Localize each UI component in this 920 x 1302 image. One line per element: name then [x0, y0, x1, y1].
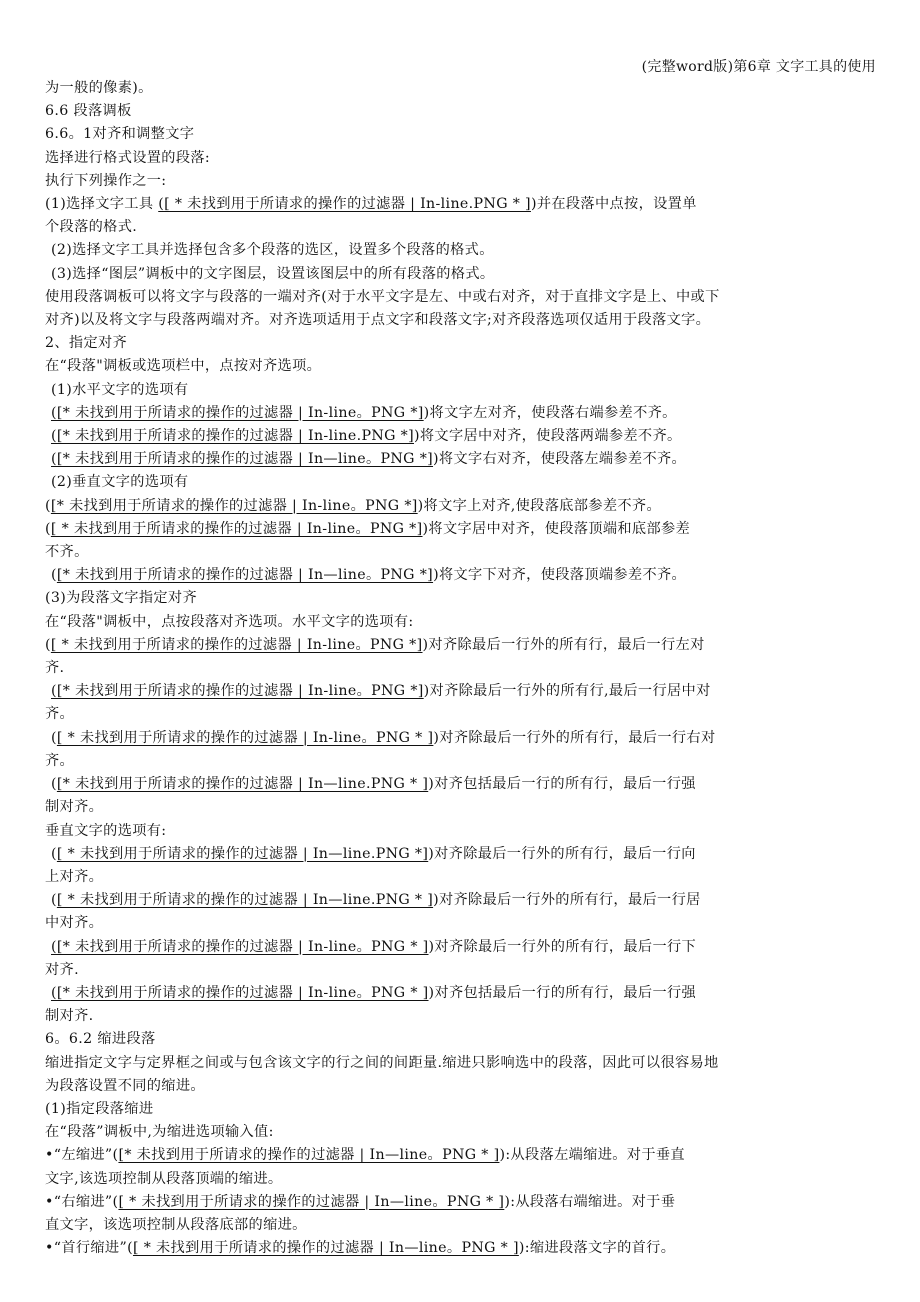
text-segment: 2、指定对齐 — [45, 335, 128, 352]
text-line — [45, 1052, 881, 1075]
document-body — [45, 77, 881, 1260]
text-segment: ( — [51, 845, 57, 862]
text-line — [45, 77, 881, 100]
text-line — [45, 889, 881, 912]
text-segment: )将文字居中对齐，使段落顶端和底部参差 — [422, 520, 691, 537]
text-line — [45, 1214, 881, 1237]
text-line — [45, 193, 881, 216]
text-segment: 上对齐。 — [45, 868, 104, 885]
text-segment: (3)选择“图层”调板中的文字图层，设置该图层中的所有段落的格式。 — [51, 265, 495, 282]
text-segment: (1)水平文字的选项有 — [51, 381, 189, 398]
text-line — [45, 309, 881, 332]
text-segment: )对齐除最后一行外的所有行，最后一行居 — [433, 892, 701, 909]
text-segment: •“左缩进”( — [45, 1147, 119, 1164]
text-segment: ):缩进段落文字的首行。 — [518, 1240, 676, 1257]
text-segment: •“右缩进”( — [45, 1193, 119, 1210]
text-line — [45, 564, 881, 587]
image-placeholder-text: [ * 未找到用于所请求的操作的过滤器 | In-line。PNG * ] — [56, 729, 434, 746]
text-line — [45, 1075, 881, 1098]
text-segment: 制对齐。 — [45, 799, 104, 816]
text-segment: 在“段落”调板中,为缩进选项输入值: — [45, 1124, 274, 1141]
text-segment: )对齐包括最后一行的所有行，最后一行强 — [428, 776, 696, 793]
image-placeholder-text: [ * 未找到用于所请求的操作的过滤器 | In—line.PNG * ] — [56, 892, 434, 909]
image-placeholder-text: ([* 未找到用于所请求的操作的过滤器 | In-line。PNG *] — [51, 404, 424, 421]
text-segment: )将文字左对齐，使段落右端参差不齐。 — [423, 404, 677, 421]
image-placeholder-text: [ * 未找到用于所请求的操作的过滤器 | In-line。PNG *] — [50, 520, 423, 537]
image-placeholder-text: [ * 未找到用于所请求的操作的过滤器 | In—line.PNG *] — [56, 845, 429, 862]
text-segment: (2)选择文字工具并选择包含多个段落的选区，设置多个段落的格式。 — [51, 242, 494, 259]
text-line — [45, 1121, 881, 1144]
text-segment: 执行下列操作之一: — [45, 172, 167, 189]
text-segment: ( — [51, 776, 57, 793]
text-segment: 齐. — [45, 660, 65, 677]
text-segment: )将文字右对齐，使段落左端参差不齐。 — [433, 451, 687, 468]
text-line — [45, 100, 881, 123]
text-segment: 缩进指定文字与定界框之间或与包含该文字的行之间的间距量.缩进只影响选中的段落，因此可以很容易地 — [45, 1054, 719, 1071]
text-line — [45, 634, 881, 657]
text-line — [45, 123, 881, 146]
text-line — [45, 379, 881, 402]
text-segment: )并在段落中点按，设置单 — [530, 196, 697, 213]
text-line — [45, 611, 881, 634]
text-segment: 6.6。1对齐和调整文字 — [45, 126, 195, 143]
text-segment: 为一般的像素)。 — [45, 80, 153, 96]
text-line — [45, 1144, 881, 1167]
text-segment: )对齐除最后一行外的所有行，最后一行左对 — [422, 636, 705, 653]
text-segment: )将文字下对齐，使段落顶端参差不齐。 — [433, 567, 687, 584]
text-line — [45, 402, 881, 425]
text-line — [45, 1005, 881, 1028]
text-segment: 选择进行格式设置的段落: — [45, 149, 211, 166]
text-line — [45, 263, 881, 286]
text-segment: )对齐除最后一行外的所有行,最后一行居中对 — [423, 683, 711, 700]
text-line — [45, 936, 881, 959]
image-placeholder-text: ([* 未找到用于所请求的操作的过滤器 | In-line.PNG *] — [51, 428, 414, 445]
text-segment: 对齐)以及将文字与段落两端对齐。对齐选项适用于点文字和段落文字;对齐段落选项仅适用于段落文字。 — [45, 312, 711, 329]
text-line — [45, 170, 881, 193]
text-segment: 使用段落调板可以将文字与段落的一端对齐(对于水平文字是左、中或右对齐，对于直排文字是上、中或下 — [45, 288, 720, 305]
text-line — [45, 843, 881, 866]
text-line — [45, 657, 881, 680]
image-placeholder-text: ([* 未找到用于所请求的操作的过滤器 | In-line。PNG *] — [51, 683, 424, 700]
text-segment: 齐。 — [45, 752, 75, 769]
text-segment: (2)垂直文字的选项有 — [51, 474, 189, 491]
text-line — [45, 1168, 881, 1191]
text-line — [45, 796, 881, 819]
text-segment: ( — [51, 729, 57, 746]
text-line — [45, 518, 881, 541]
text-segment: )对齐除最后一行外的所有行，最后一行下 — [428, 938, 697, 955]
text-line — [45, 425, 881, 448]
text-line — [45, 355, 881, 378]
text-segment: )将文字居中对齐，使段落两端参差不齐。 — [413, 428, 682, 445]
text-line — [45, 239, 881, 262]
text-line — [45, 286, 881, 309]
text-segment: •“首行缩进”( — [45, 1240, 133, 1257]
text-segment: ( — [51, 892, 57, 909]
text-line — [45, 1098, 881, 1121]
text-segment: 齐。 — [45, 706, 75, 723]
text-segment: 垂直文字的选项有: — [45, 822, 167, 839]
image-placeholder-text: ([* 未找到用于所请求的操作的过滤器 | In-line。PNG * ] — [51, 938, 429, 955]
text-segment: 在“段落"调板或选项栏中，点按对齐选项。 — [45, 358, 322, 375]
text-line — [45, 703, 881, 726]
text-segment: )将文字上对齐,使段落底部参差不齐。 — [417, 497, 662, 514]
text-segment: ( — [45, 520, 51, 537]
image-placeholder-text: [* 未找到用于所请求的操作的过滤器 | In—line。PNG *] — [56, 567, 434, 584]
text-segment: 6。6.2 缩进段落 — [45, 1031, 156, 1048]
image-placeholder-text: [* 未找到用于所请求的操作的过滤器 | In—line。PNG * ] — [118, 1147, 500, 1164]
text-line — [45, 820, 881, 843]
text-segment: ):从段落右端缩进。对于垂 — [504, 1193, 676, 1210]
text-line — [45, 773, 881, 796]
text-segment: 个段落的格式. — [45, 219, 138, 236]
text-segment: )对齐除最后一行外的所有行，最后一行向 — [428, 845, 696, 862]
text-line — [45, 332, 881, 355]
text-segment: (1)指定段落缩进 — [45, 1100, 154, 1117]
image-placeholder-text: [ * 未找到用于所请求的操作的过滤器 | In—line。PNG * ] — [118, 1193, 505, 1210]
text-segment: 为段落设置不同的缩进。 — [45, 1077, 205, 1094]
text-segment: 6.6 段落调板 — [45, 103, 132, 120]
image-placeholder-text: [* 未找到用于所请求的操作的过滤器 | In-line。PNG *] — [50, 497, 418, 514]
text-line — [45, 471, 881, 494]
text-line — [45, 147, 881, 170]
text-line — [45, 216, 881, 239]
text-segment: (1)选择文字工具 — [45, 196, 159, 213]
image-placeholder-text: [* 未找到用于所请求的操作的过滤器 | In—line.PNG * ] — [56, 776, 429, 793]
text-segment: ( — [51, 567, 57, 584]
text-segment: 不齐。 — [45, 544, 89, 561]
text-line — [45, 1191, 881, 1214]
image-placeholder-text: ([* 未找到用于所请求的操作的过滤器 | In—line。PNG *] — [51, 451, 434, 468]
text-segment: 中对齐。 — [45, 915, 104, 932]
text-line — [45, 982, 881, 1005]
text-line — [45, 1237, 881, 1260]
text-segment: 在“段落"调板中，点按段落对齐选项。水平文字的选项有: — [45, 613, 414, 630]
image-placeholder-text: ([* 未找到用于所请求的操作的过滤器 | In-line。PNG * ] — [51, 984, 429, 1001]
text-line — [45, 680, 881, 703]
text-line — [45, 448, 881, 471]
text-segment: ):从段落左端缩进。对于垂直 — [499, 1147, 685, 1164]
text-segment: (3)为段落文字指定对齐 — [45, 590, 197, 607]
image-placeholder-text: ([ * 未找到用于所请求的操作的过滤器 | In-line.PNG * ] — [158, 196, 531, 213]
text-segment: ( — [45, 636, 51, 653]
text-segment: )对齐包括最后一行的所有行，最后一行强 — [428, 984, 697, 1001]
text-segment: 直文字，该选项控制从段落底部的缩进。 — [45, 1216, 307, 1233]
image-placeholder-text: [ * 未找到用于所请求的操作的过滤器 | In—line。PNG * ] — [132, 1240, 519, 1257]
text-line — [45, 750, 881, 773]
text-segment: 文字,该选项控制从段落顶端的缩进。 — [45, 1170, 283, 1187]
image-placeholder-text: [ * 未找到用于所请求的操作的过滤器 | In-line。PNG *] — [50, 636, 423, 653]
text-line — [45, 541, 881, 564]
text-line — [45, 727, 881, 750]
text-line — [45, 495, 881, 518]
text-line — [45, 587, 881, 610]
text-segment: 制对齐. — [45, 1008, 94, 1025]
text-line — [45, 959, 881, 982]
text-line — [45, 912, 881, 935]
page-header: (完整word版)第6章 文字工具的使用 — [641, 59, 876, 75]
text-segment: )对齐除最后一行外的所有行，最后一行右对 — [433, 729, 716, 746]
text-segment: 对齐. — [45, 961, 79, 978]
text-segment: ( — [45, 497, 51, 514]
text-line — [45, 866, 881, 889]
text-line — [45, 1028, 881, 1051]
